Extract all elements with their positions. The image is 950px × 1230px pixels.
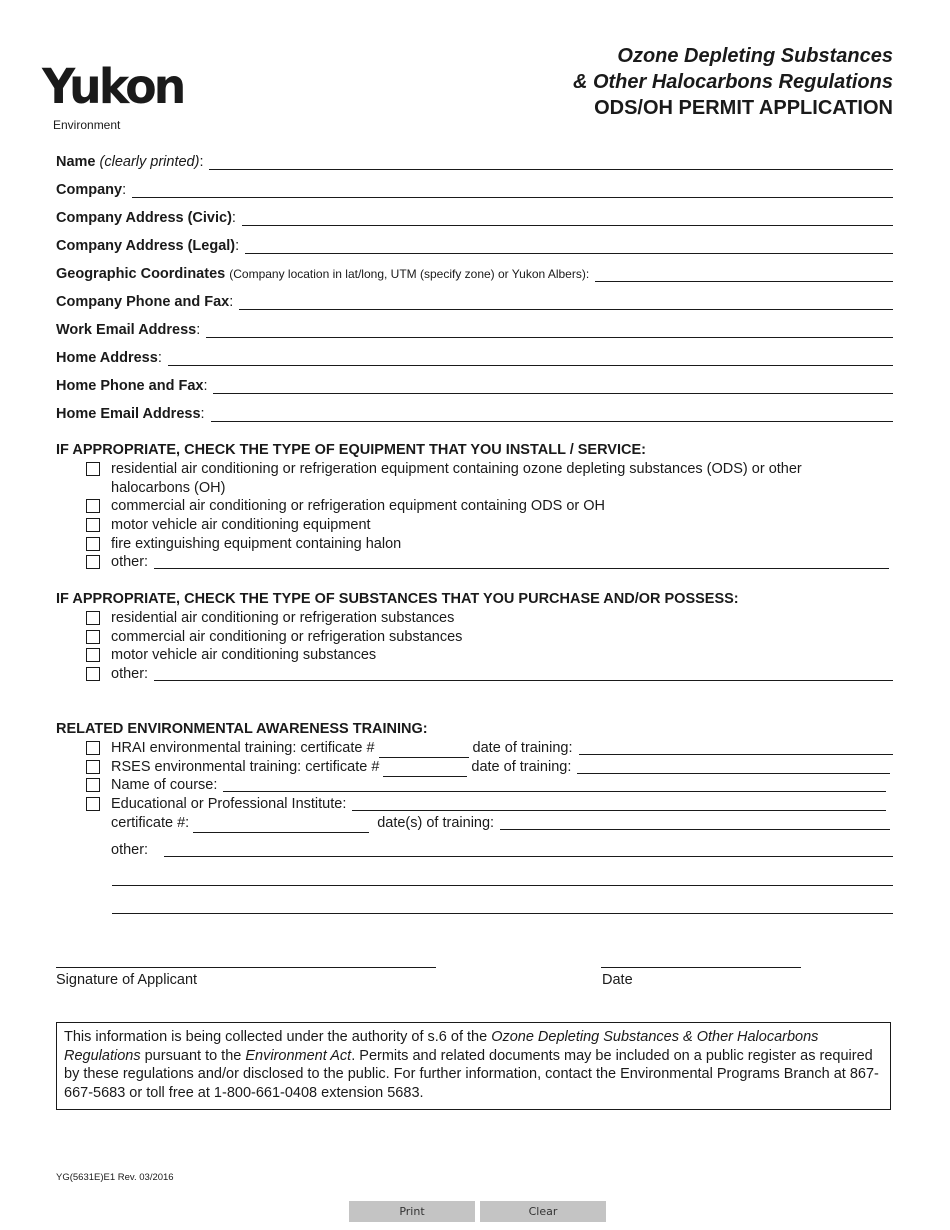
home-email-input[interactable] [211,405,893,422]
checkbox-equipment-motor-vehicle[interactable] [86,518,100,532]
substance-option-other: other: [86,665,893,684]
equipment-other-input[interactable] [154,553,889,569]
company-input[interactable] [132,181,893,198]
company-phone-input[interactable] [239,293,893,310]
course-name-input[interactable] [223,776,886,792]
institute-certificate-input[interactable] [193,817,369,833]
clear-button[interactable]: Clear [480,1201,606,1222]
form-title-line2: & Other Halocarbons Regulations [572,71,893,93]
substances-heading: IF APPROPRIATE, CHECK THE TYPE OF SUBSTANCES THAT YOU PURCHASE AND/OR POSSESS: [56,591,739,607]
work-email-input[interactable] [206,321,893,338]
name-input[interactable] [209,153,893,170]
signature-label: Signature of Applicant [56,972,198,988]
substance-option-commercial: commercial air conditioning or refrigeration substances [86,628,893,647]
checkbox-substance-motor-vehicle[interactable] [86,648,100,662]
training-other-line-2[interactable] [112,885,893,886]
legal-address-input[interactable] [245,237,893,254]
institute-input[interactable] [352,795,886,811]
equipment-option-halon: fire extinguishing equipment containing halon [86,535,893,554]
substance-option-motor-vehicle: motor vehicle air conditioning substances [86,646,893,665]
checkbox-substance-residential[interactable] [86,611,100,625]
home-email-field: Home Email Address: [56,400,893,422]
equipment-option-other: other: [86,553,889,572]
checkbox-substance-commercial[interactable] [86,630,100,644]
home-address-input[interactable] [168,349,893,366]
checkbox-equipment-residential[interactable] [86,462,100,476]
legal-address-field: Company Address (Legal): [56,232,893,254]
equipment-heading: IF APPROPRIATE, CHECK THE TYPE OF EQUIPMENT THAT YOU INSTALL / SERVICE: [56,442,646,458]
equipment-option-commercial: commercial air conditioning or refrigeration equipment containing ODS or OH [86,497,893,516]
equipment-option-motor-vehicle: motor vehicle air conditioning equipment [86,516,893,535]
checkbox-training-institute[interactable] [86,797,100,811]
checkbox-training-rses[interactable] [86,760,100,774]
form-title-line1: Ozone Depleting Substances [617,45,893,67]
training-option-course: Name of course: [86,776,886,795]
institute-dates-input[interactable] [500,814,890,830]
substance-option-residential: residential air conditioning or refrigeration substances [86,609,893,628]
home-phone-input[interactable] [213,377,893,394]
date-line[interactable] [601,967,801,968]
substance-other-input[interactable] [154,665,893,681]
form-title: ODS/OH PERMIT APPLICATION [594,97,893,119]
training-other-row: other: [111,841,893,860]
geo-coordinates-field: Geographic Coordinates (Company location in lat/long, UTM (specify zone) or Yukon Albers): [56,260,893,282]
civic-address-field: Company Address (Civic): [56,204,893,226]
checkbox-equipment-halon[interactable] [86,537,100,551]
civic-address-input[interactable] [242,209,893,226]
date-label: Date [602,972,633,988]
equipment-option-residential: residential air conditioning or refrigeration equipment containing ozone depleting substances (ODS) or other halocarbons (OH) [86,460,820,497]
form-code: YG(5631E)E1 Rev. 03/2016 [56,1172,174,1183]
training-option-rses: RSES environmental training: certificate # date of training: [86,758,890,777]
rses-certificate-input[interactable] [383,761,467,777]
hrai-date-input[interactable] [579,739,893,755]
training-other-input[interactable] [164,841,893,857]
logo-wordmark: Yukon [42,57,184,115]
logo-department: Environment [53,118,121,132]
training-other-line-3[interactable] [112,913,893,914]
training-option-institute: Educational or Professional Institute: [86,795,886,814]
training-option-hrai: HRAI environmental training: certificate # date of training: [86,739,893,758]
checkbox-substance-other[interactable] [86,667,100,681]
work-email-field: Work Email Address: [56,316,893,338]
checkbox-equipment-other[interactable] [86,555,100,569]
company-field: Company: [56,176,893,198]
hrai-certificate-input[interactable] [379,742,469,758]
print-button[interactable]: Print [349,1201,475,1222]
signature-line[interactable] [56,967,436,968]
home-address-field: Home Address: [56,344,893,366]
checkbox-training-course[interactable] [86,778,100,792]
checkbox-training-hrai[interactable] [86,741,100,755]
yukon-logo [40,56,200,136]
company-phone-field: Company Phone and Fax: [56,288,893,310]
geo-coordinates-input[interactable] [595,265,893,282]
checkbox-equipment-commercial[interactable] [86,499,100,513]
training-heading: RELATED ENVIRONMENTAL AWARENESS TRAINING: [56,721,428,737]
home-phone-field: Home Phone and Fax: [56,372,893,394]
name-field: Name (clearly printed): [56,148,893,170]
training-certificate-row: certificate #: date(s) of training: [111,814,890,833]
privacy-notice: This information is being collected under the authority of s.6 of the Ozone Depleting Substances & Other Halocarbons Regulations pursuant to the Environment Act. Permits and related documents may be included on a public register as required by these regulations and/or disclosed to the public. For further information, contact the Environmental Programs Branch at 867-667-5683 or toll free at 1-800-661-0408 extension 5683. [56,1022,891,1110]
rses-date-input[interactable] [577,758,890,774]
